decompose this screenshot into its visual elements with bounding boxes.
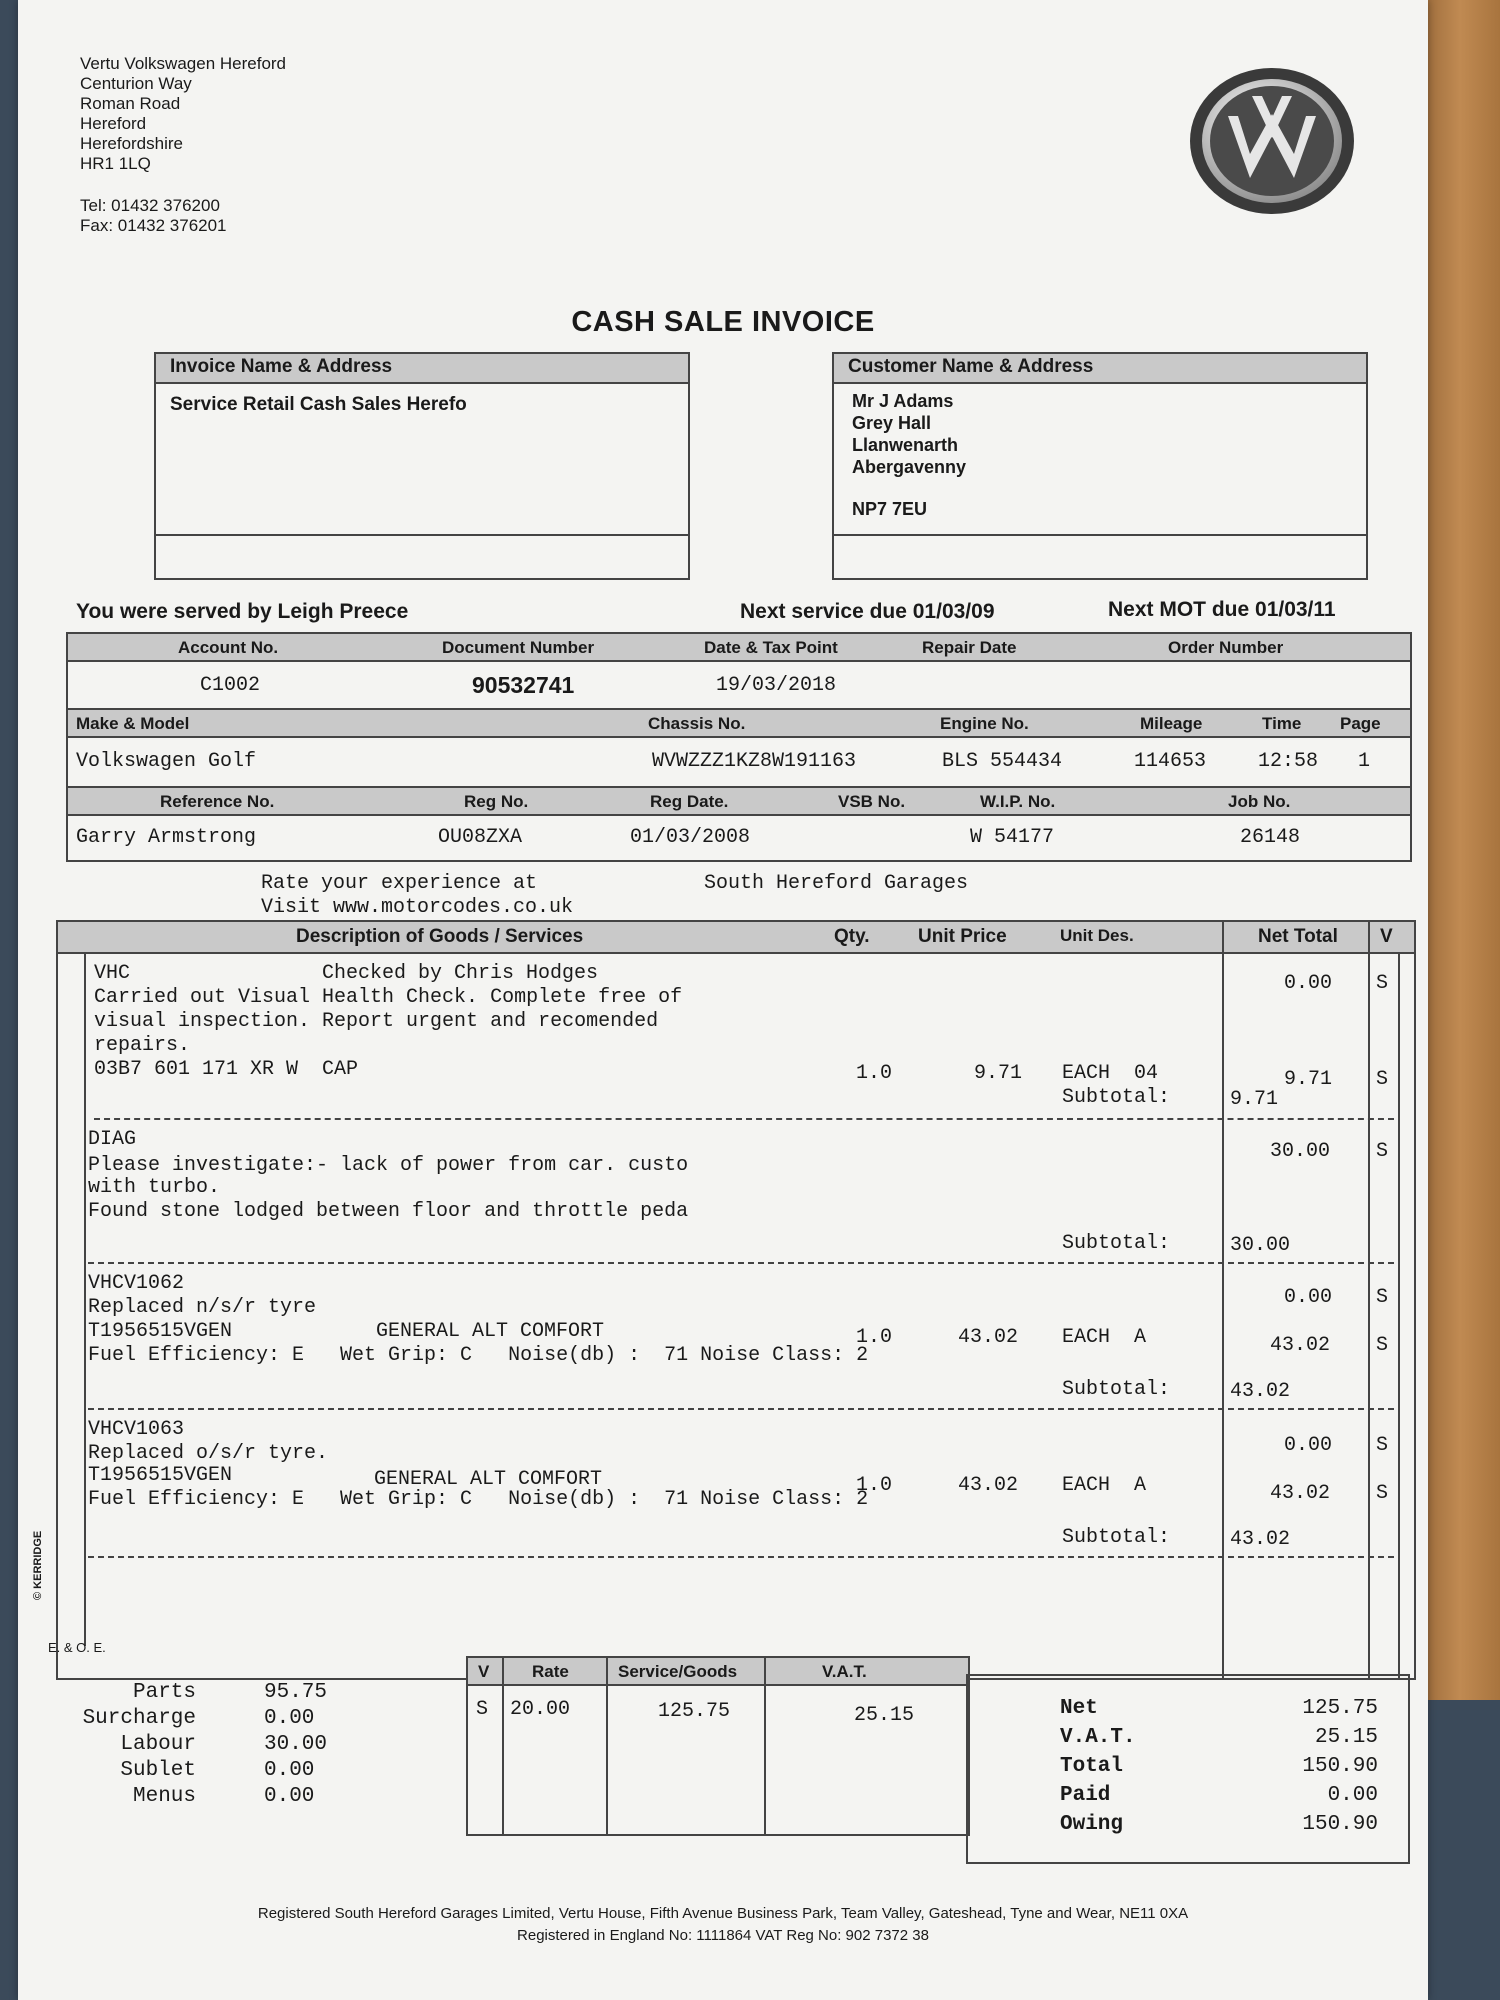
- line-text: Replaced o/s/r tyre.: [88, 1442, 329, 1465]
- dealer-tel: Tel: 01432 376200: [80, 196, 220, 215]
- subtotal-label: Subtotal:: [1062, 1086, 1171, 1109]
- dealer-fax: Fax: 01432 376201: [80, 216, 227, 235]
- owing-value: 150.90: [1302, 1813, 1378, 1836]
- next-mot: Next MOT due 01/03/11: [1108, 598, 1336, 621]
- net-total-value: 43.02: [1270, 1334, 1331, 1357]
- mileage-value: 114653: [1134, 750, 1207, 773]
- total-value: 150.90: [1302, 1755, 1378, 1778]
- customer-address-line: Llanwenarth: [852, 435, 959, 455]
- parts-value: 95.75: [264, 1681, 328, 1704]
- unit-des-value: EACH A: [1062, 1326, 1147, 1349]
- qty-value: 1.0: [856, 1474, 893, 1497]
- subtotal-value: 30.00: [1230, 1234, 1291, 1257]
- totals-box: [966, 1674, 1410, 1864]
- header-unit-price: Unit Price: [918, 926, 1007, 947]
- dealer-address-line: HR1 1LQ: [80, 154, 151, 173]
- net-total-value: 9.71: [1284, 1068, 1333, 1091]
- vat-label: V.A.T.: [1060, 1726, 1136, 1749]
- header-time: Time: [1262, 714, 1302, 733]
- vat-code: S: [1376, 1286, 1389, 1309]
- line-text: with turbo.: [88, 1176, 221, 1199]
- owing-label: Owing: [1060, 1813, 1124, 1836]
- dealer-address-line: Roman Road: [80, 94, 181, 113]
- header-net-total: Net Total: [1258, 926, 1338, 947]
- line-text: repairs.: [94, 1034, 191, 1057]
- vat-rate-value: 20.00: [510, 1698, 571, 1721]
- vat-code: S: [1376, 1140, 1389, 1163]
- document-number-value: 90532741: [472, 672, 575, 698]
- totals-values: [1302, 1694, 1378, 1839]
- line-text: Please investigate:- lack of power from car. custo: [88, 1154, 689, 1177]
- header-page: Page: [1340, 714, 1381, 733]
- page-value: 1: [1358, 750, 1371, 773]
- vat-amount-value: 25.15: [854, 1704, 915, 1727]
- vat-header-v: V: [478, 1662, 490, 1681]
- unit-price-value: 9.71: [974, 1062, 1023, 1085]
- header-mileage: Mileage: [1140, 714, 1203, 733]
- chassis-no-value: WVWZZZ1KZ8W191163: [652, 750, 857, 773]
- surcharge-label: Surcharge: [82, 1707, 196, 1730]
- unit-des-value: EACH 04: [1062, 1062, 1159, 1085]
- line-text: Found stone lodged between floor and throttle peda: [88, 1200, 689, 1223]
- vat-code: S: [1376, 1334, 1389, 1357]
- next-service: Next service due 01/03/09: [740, 600, 995, 623]
- net-total-value: 30.00: [1270, 1140, 1331, 1163]
- header-order-number: Order Number: [1168, 638, 1284, 657]
- invoice-box-heading: Invoice Name & Address: [156, 354, 688, 384]
- grid-header-row: [68, 632, 1410, 662]
- visit-website-text: Visit www.motorcodes.co.uk: [261, 896, 574, 919]
- desk-background: [1420, 0, 1500, 1700]
- line-code: VHCV1063: [88, 1418, 185, 1441]
- header-date-tax-point: Date & Tax Point: [704, 638, 838, 657]
- header-repair-date: Repair Date: [922, 638, 1017, 657]
- volkswagen-logo-icon: [1188, 66, 1356, 216]
- header-reference-no: Reference No.: [160, 792, 275, 811]
- line-text: Checked by Chris Hodges: [322, 962, 599, 985]
- dealer-address: [80, 54, 286, 236]
- labour-value: 30.00: [264, 1733, 328, 1756]
- header-chassis-no: Chassis No.: [648, 714, 746, 733]
- invoice-title: CASH SALE INVOICE: [571, 306, 875, 338]
- customer-address-line: Abergavenny: [852, 457, 967, 477]
- eoe-text: E. & O. E.: [48, 1640, 106, 1655]
- header-engine-no: Engine No.: [940, 714, 1029, 733]
- labour-label: Labour: [120, 1733, 196, 1756]
- sublet-label: Sublet: [120, 1759, 196, 1782]
- menus-value: 0.00: [264, 1785, 315, 1808]
- header-description: Description of Goods / Services: [296, 926, 584, 947]
- net-total-value: 0.00: [1284, 1434, 1333, 1457]
- line-text: visual inspection. Report urgent and recomended: [94, 1010, 659, 1033]
- customer-address-line: Grey Hall: [852, 413, 932, 433]
- net-value: 125.75: [1302, 1697, 1378, 1720]
- line-text: GENERAL ALT COMFORT: [376, 1320, 605, 1343]
- dealer-address-line: Hereford: [80, 114, 147, 133]
- paid-value: 0.00: [1327, 1784, 1378, 1807]
- part-number: 03B7 601 171 XR W CAP: [94, 1058, 359, 1081]
- vat-code: S: [1376, 972, 1389, 995]
- header-document-number: Document Number: [442, 638, 595, 657]
- line-code: VHCV1062: [88, 1272, 185, 1295]
- line-text: GENERAL ALT COMFORT: [374, 1468, 603, 1491]
- header-v: V: [1380, 926, 1393, 947]
- customer-address-box: [832, 352, 1368, 580]
- vat-code: S: [1376, 1482, 1389, 1505]
- engine-no-value: BLS 554434: [942, 750, 1063, 773]
- vehicle-details-grid: [66, 632, 1412, 862]
- vat-code: S: [1376, 1068, 1389, 1091]
- menus-label: Menus: [132, 1785, 196, 1808]
- account-no-value: C1002: [200, 674, 261, 697]
- reference-no-value: Garry Armstrong: [76, 826, 257, 849]
- dealer-name: Vertu Volkswagen Hereford: [80, 54, 287, 73]
- subtotal-value: 43.02: [1230, 1528, 1291, 1551]
- customer-address: [852, 390, 966, 520]
- vat-header-rate: Rate: [532, 1662, 569, 1681]
- vat-header-service-goods: Service/Goods: [618, 1662, 738, 1681]
- job-no-value: 26148: [1240, 826, 1301, 849]
- line-code: VHC: [94, 962, 131, 985]
- customer-box-heading: Customer Name & Address: [834, 354, 1366, 384]
- qty-value: 1.0: [856, 1326, 893, 1349]
- vat-header-vat: V.A.T.: [822, 1662, 867, 1681]
- unit-price-value: 43.02: [958, 1326, 1019, 1349]
- header-account-no: Account No.: [178, 638, 279, 657]
- make-model-value: Volkswagen Golf: [76, 750, 257, 773]
- header-job-no: Job No.: [1228, 792, 1291, 811]
- kerridge-mark: © KERRIDGE: [32, 1530, 44, 1600]
- unit-des-value: EACH A: [1062, 1474, 1147, 1497]
- net-total-value: 0.00: [1284, 972, 1333, 995]
- line-text: Fuel Efficiency: E Wet Grip: C Noise(db) : 71 Noise Class: 2: [88, 1488, 869, 1511]
- net-label: Net: [1060, 1697, 1098, 1720]
- header-reg-date: Reg Date.: [650, 792, 729, 811]
- summary-labels: [83, 1680, 196, 1810]
- time-value: 12:58: [1258, 750, 1319, 773]
- subtotal-value: 9.71: [1230, 1088, 1279, 1111]
- part-number: T1956515VGEN: [88, 1464, 233, 1487]
- surcharge-value: 0.00: [264, 1707, 315, 1730]
- reg-no-value: OU08ZXA: [438, 826, 523, 849]
- garage-name-text: South Hereford Garages: [704, 872, 969, 895]
- vat-breakdown-table: [466, 1656, 970, 1836]
- grid-header-row: [68, 708, 1410, 738]
- dealer-address-line: Herefordshire: [80, 134, 183, 153]
- service-goods-value: 125.75: [658, 1700, 731, 1723]
- paid-label: Paid: [1060, 1784, 1111, 1807]
- header-make-model: Make & Model: [76, 714, 190, 733]
- footer-registered-address: Registered South Hereford Garages Limited, Vertu House, Fifth Avenue Business Park, Team Valley, Gateshead, Tyne and Wear, NE11 0XA: [257, 1905, 1189, 1922]
- invoice-name: Service Retail Cash Sales Herefo: [170, 394, 467, 415]
- header-wip-no: W.I.P. No.: [980, 792, 1056, 811]
- summary-values: [264, 1680, 327, 1810]
- subtotal-label: Subtotal:: [1062, 1232, 1171, 1255]
- dealer-address-line: Centurion Way: [80, 74, 192, 93]
- header-qty: Qty.: [834, 926, 870, 947]
- parts-label: Parts: [132, 1681, 196, 1704]
- total-label: Total: [1060, 1755, 1124, 1778]
- header-reg-no: Reg No.: [464, 792, 529, 811]
- footer-registration-numbers: Registered in England No: 1111864 VAT Reg No: 902 7372 38: [517, 1927, 929, 1944]
- served-by: You were served by Leigh Preece: [76, 600, 409, 623]
- wip-no-value: W 54177: [970, 826, 1055, 849]
- invoice-document: [18, 0, 1428, 2000]
- vat-value: 25.15: [1314, 1726, 1378, 1749]
- table-header-row: [58, 922, 1414, 954]
- line-text: Replaced n/s/r tyre: [88, 1296, 317, 1319]
- line-text: Fuel Efficiency: E Wet Grip: C Noise(db) : 71 Noise Class: 2: [88, 1344, 869, 1367]
- unit-price-value: 43.02: [958, 1474, 1019, 1497]
- goods-services-table: [56, 920, 1416, 1680]
- totals-labels: [1060, 1694, 1136, 1839]
- part-number: T1956515VGEN: [88, 1320, 233, 1343]
- customer-postcode: NP7 7EU: [852, 499, 928, 519]
- subtotal-label: Subtotal:: [1062, 1526, 1171, 1549]
- date-tax-point-value: 19/03/2018: [716, 674, 837, 697]
- rate-experience-text: Rate your experience at: [261, 872, 538, 895]
- vat-code: S: [1376, 1434, 1389, 1457]
- reg-date-value: 01/03/2008: [630, 826, 751, 849]
- vat-code-value: S: [476, 1698, 489, 1721]
- subtotal-value: 43.02: [1230, 1380, 1291, 1403]
- line-code: DIAG: [88, 1128, 137, 1151]
- sublet-value: 0.00: [264, 1759, 315, 1782]
- qty-value: 1.0: [856, 1062, 893, 1085]
- subtotal-label: Subtotal:: [1062, 1378, 1171, 1401]
- customer-name: Mr J Adams: [852, 391, 954, 411]
- header-vsb-no: VSB No.: [838, 792, 906, 811]
- net-total-value: 0.00: [1284, 1286, 1333, 1309]
- line-text: Carried out Visual Health Check. Complete free of: [94, 986, 683, 1009]
- net-total-value: 43.02: [1270, 1482, 1331, 1505]
- grid-header-row: [68, 786, 1410, 816]
- invoice-address-box: [154, 352, 690, 580]
- vat-header-row: [468, 1658, 968, 1686]
- header-unit-des: Unit Des.: [1060, 926, 1134, 945]
